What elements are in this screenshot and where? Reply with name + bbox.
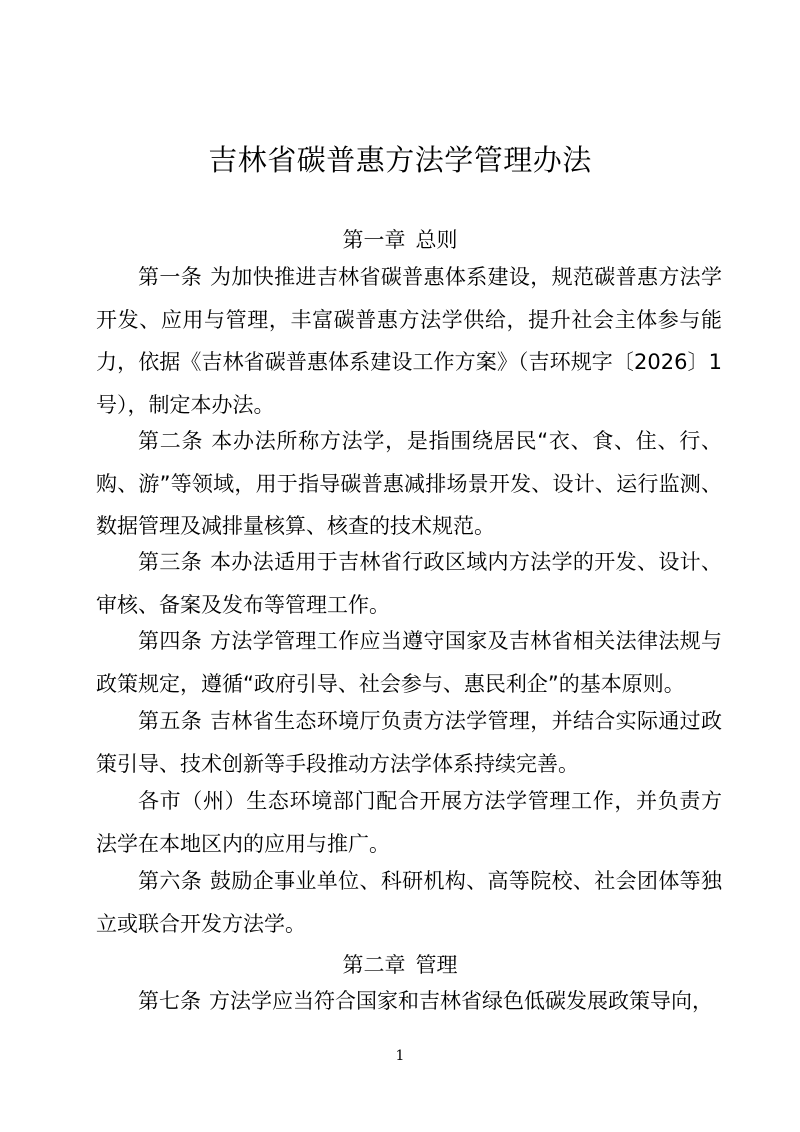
document-title: 吉林省碳普惠方法学管理办法 [208,143,592,177]
chapter-name: 总则 [415,228,458,252]
article-3 [96,541,722,626]
article-4 [96,620,722,705]
article-number: 第五条 [138,709,203,733]
page-number: 1 [395,1048,405,1064]
chapter-heading-2 [0,950,800,980]
article-text: 各市（州）生态环境部门配合开展方法学管理工作，并负责方法学在本地区内的应用与推广。 [96,789,722,856]
article-5-paragraph-2 [96,780,722,865]
article-text: 本办法适用于吉林省行政区域内方法学的开发、设计、审核、备案及发布等管理工作。 [96,550,723,617]
article-text: 为加快推进吉林省碳普惠体系建设，规范碳普惠方法学开发、应用与管理，丰富碳普惠方法学供给，提升社会主体参与能力，依据《吉林省碳普惠体系建设工作方案》（吉环规字〔2026〕1号），制定本办法。 [96,265,723,417]
article-1 [96,256,722,426]
article-7 [96,980,722,1023]
article-text: 方法学应当符合国家和吉林省绿色低碳发展政策导向， [209,989,713,1013]
article-5 [96,700,722,785]
chapter-number: 第一章 [342,228,406,252]
article-text: 吉林省生态环境厅负责方法学管理，并结合实际通过政策引导、技术创新等手段推动方法学体系持续完善。 [96,709,723,776]
article-6 [96,860,722,945]
chapter-heading-1 [0,225,800,255]
article-number: 第七条 [138,989,201,1013]
article-number: 第三条 [138,550,203,574]
article-text: 方法学管理工作应当遵守国家及吉林省相关法律法规与政策规定，遵循“政府引导、社会参与、惠民利企”的基本原则。 [96,629,723,696]
article-number: 第二条 [138,429,204,453]
article-text: 本办法所称方法学，是指围绕居民“衣、食、住、行、购、游”等领域，用于指导碳普惠减排场景开发、设计、运行监测、数据管理及减排量核算、核查的技术规范。 [96,429,723,538]
article-2 [96,420,722,548]
chapter-name: 管理 [415,953,458,977]
article-number: 第四条 [138,629,203,653]
article-number: 第六条 [138,869,203,893]
article-text: 鼓励企事业单位、科研机构、高等院校、社会团体等独立或联合开发方法学。 [96,869,723,936]
article-number: 第一条 [138,265,203,289]
chapter-number: 第二章 [342,953,406,977]
